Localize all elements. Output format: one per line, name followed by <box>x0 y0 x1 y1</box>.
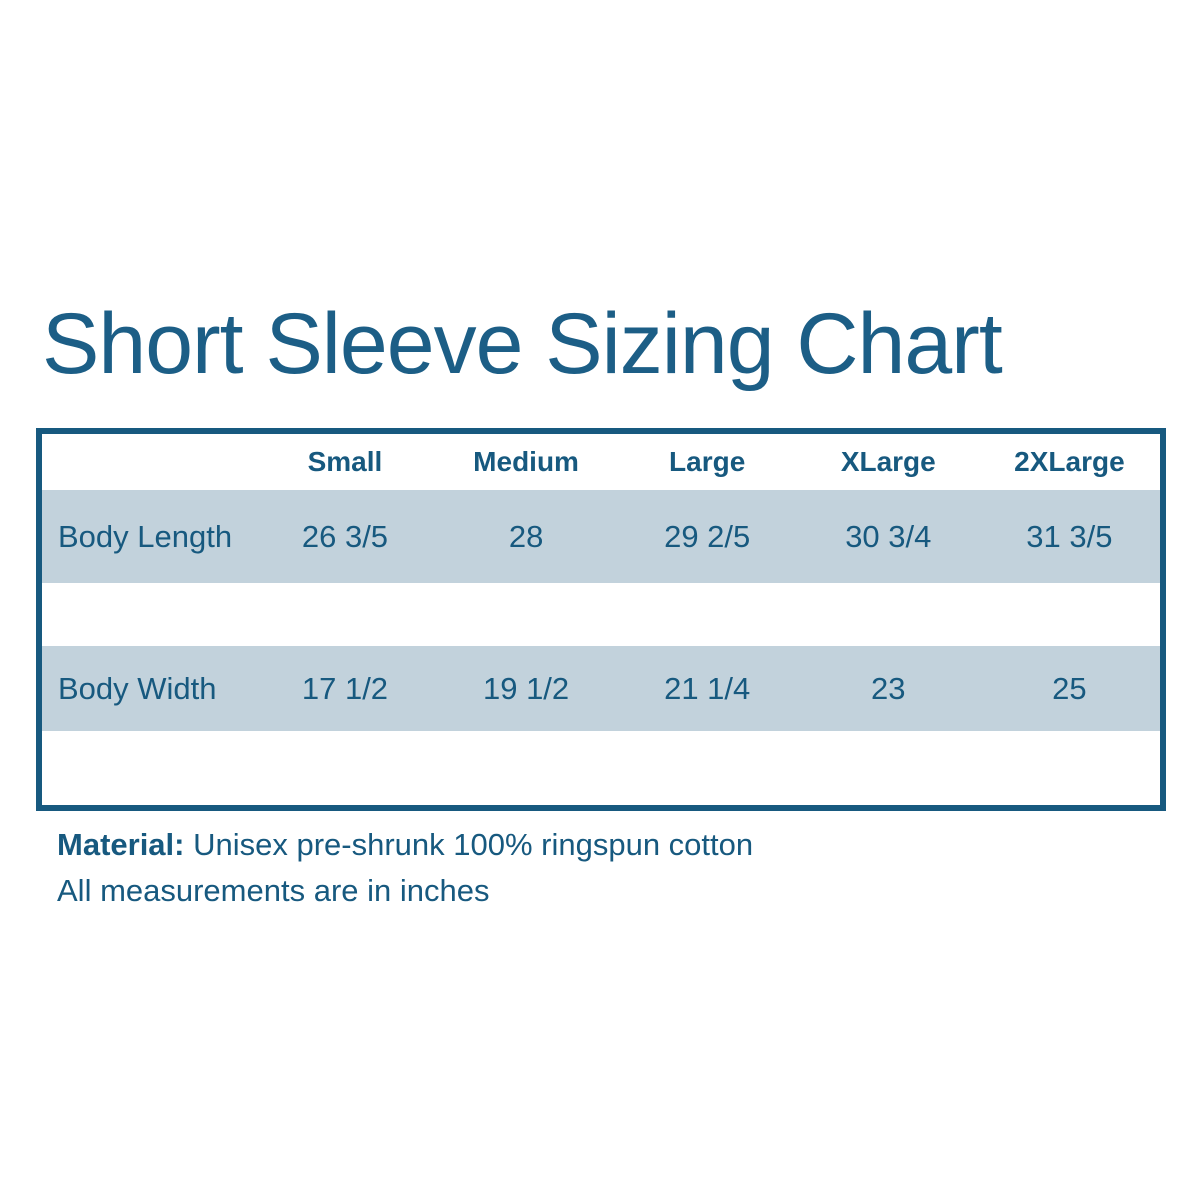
table-cell: 23 <box>871 670 906 706</box>
row-label: Body Length <box>58 518 233 554</box>
header-row <box>42 434 1160 490</box>
table-row-body-width <box>42 646 1160 731</box>
table-row-body-length <box>42 490 1160 583</box>
column-header-large: Large <box>669 446 746 477</box>
footer-notes <box>57 822 753 914</box>
table-cell: 29 2/5 <box>664 518 751 554</box>
column-header-small: Small <box>307 446 383 477</box>
spacer-row <box>42 583 1160 646</box>
table-cell: 19 1/2 <box>482 670 570 706</box>
spacer-row <box>42 731 1160 805</box>
table-cell: 25 <box>1052 670 1087 706</box>
page-title: Short Sleeve Sizing Chart <box>42 296 1002 392</box>
table-cell: 30 3/4 <box>845 518 932 554</box>
column-header-medium: Medium <box>473 446 579 477</box>
table-cell: 17 1/2 <box>301 670 389 706</box>
table-cell: 31 3/5 <box>1026 518 1113 554</box>
column-header-xlarge: XLarge <box>840 446 936 477</box>
row-label: Body Width <box>58 670 217 706</box>
table-cell: 28 <box>508 518 544 554</box>
header-spacer-cell <box>42 434 254 490</box>
material-value: Unisex pre-shrunk 100% ringspun cotton <box>184 827 754 862</box>
sizing-table <box>36 428 1166 811</box>
measurements-note: All measurements are in inches <box>57 873 490 908</box>
material-line <box>57 822 753 868</box>
table-cell: 26 3/5 <box>301 518 389 554</box>
table-cell: 21 1/4 <box>664 670 751 706</box>
column-header-2xlarge: 2XLarge <box>1014 446 1125 477</box>
material-label: Material: <box>57 827 185 862</box>
